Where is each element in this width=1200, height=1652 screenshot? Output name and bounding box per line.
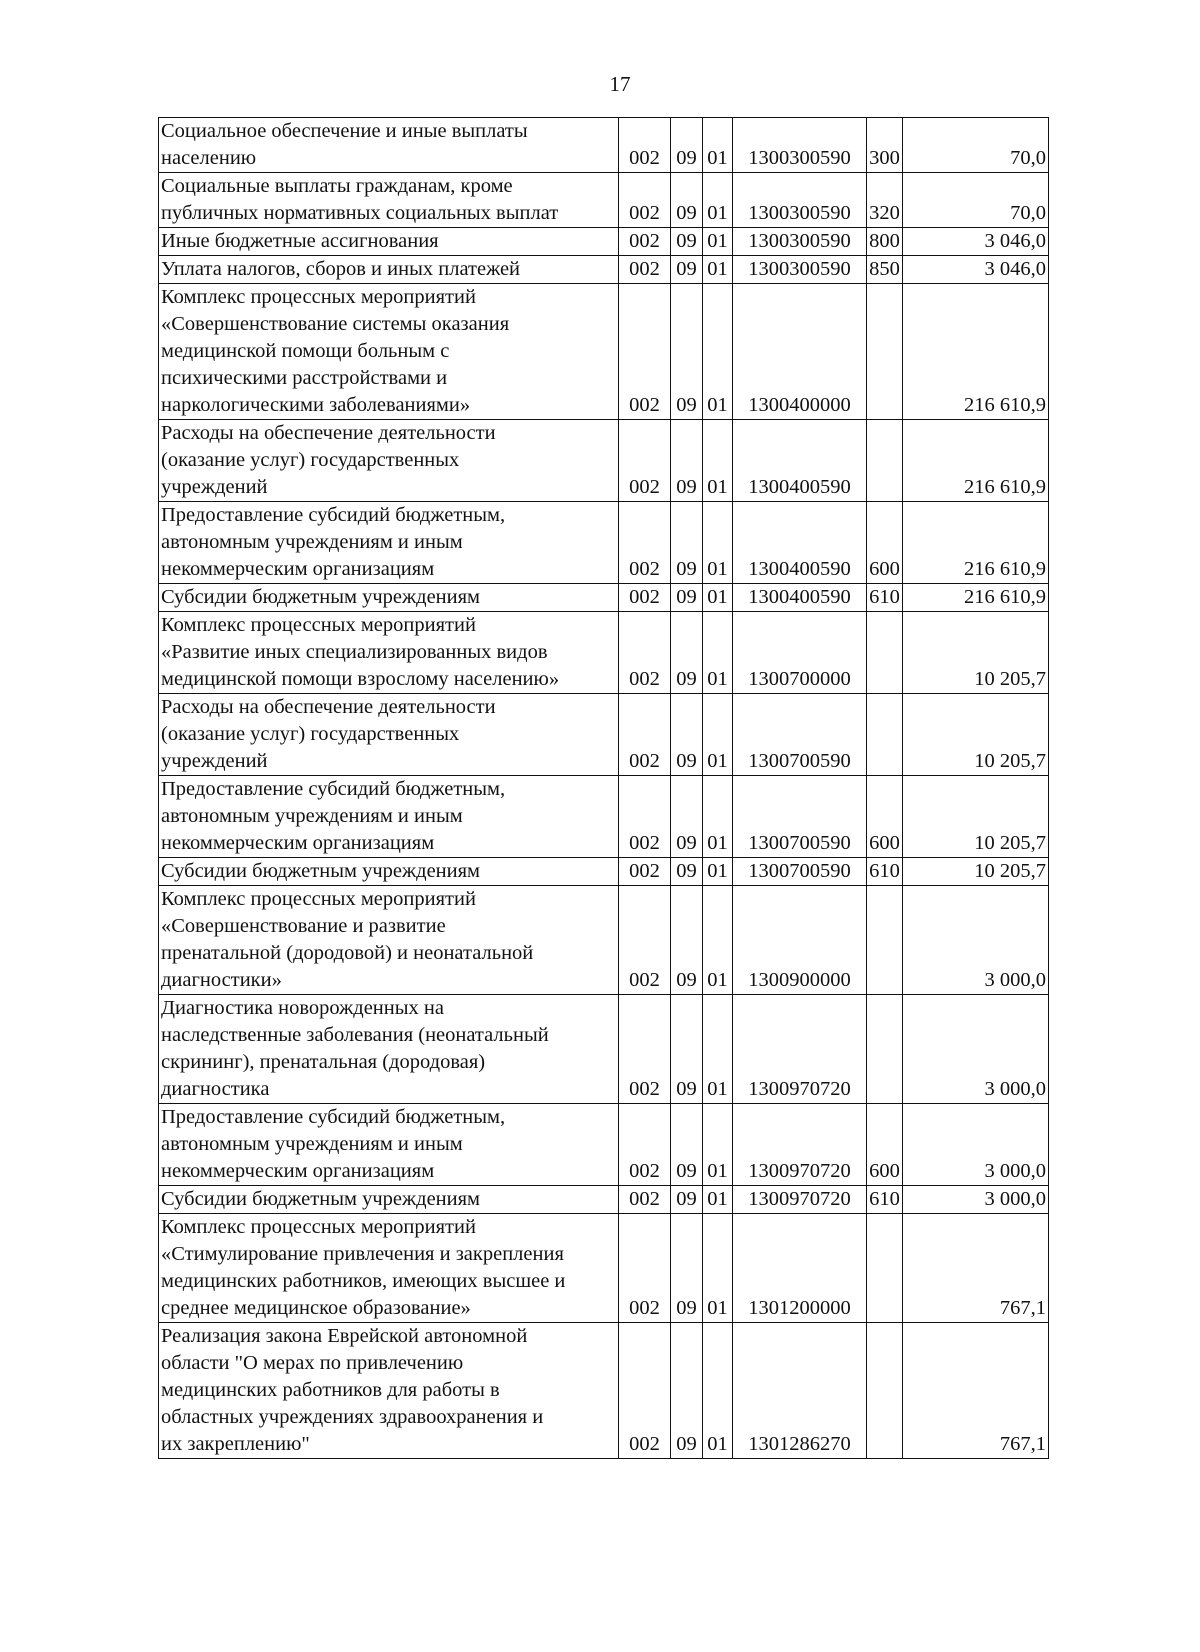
amount-cell: 70,0: [903, 118, 1049, 173]
grbs-code-cell: 002: [619, 173, 671, 228]
section-code-cell: 09: [671, 694, 703, 776]
table-row: [159, 420, 1049, 502]
subsection-code-cell: 01: [703, 1214, 733, 1323]
item-name-cell: [159, 284, 619, 420]
item-name-cell: [159, 1104, 619, 1186]
section-code-cell: 09: [671, 995, 703, 1104]
expense-type-cell: [867, 886, 903, 995]
grbs-code-cell: 002: [619, 612, 671, 694]
item-name-cell: [159, 694, 619, 776]
grbs-code-cell: 002: [619, 1104, 671, 1186]
item-name-cell: [159, 256, 619, 284]
subsection-code-cell: 01: [703, 995, 733, 1104]
item-name-cell: [159, 612, 619, 694]
section-code-cell: 09: [671, 1104, 703, 1186]
amount-cell: 767,1: [903, 1214, 1049, 1323]
item-name-line: Реализация закона Еврейской автономной: [161, 1325, 528, 1347]
amount-cell: 3 000,0: [903, 995, 1049, 1104]
item-name-cell: [159, 858, 619, 886]
subsection-code-cell: 01: [703, 173, 733, 228]
target-article-cell: 1300700590: [733, 694, 867, 776]
expense-type-cell: 610: [867, 858, 903, 886]
target-article-cell: 1300970720: [733, 995, 867, 1104]
item-name-line: (оказание услуг) государственных: [161, 723, 460, 745]
section-code-cell: 09: [671, 502, 703, 584]
item-name-line: Предоставление субсидий бюджетным,: [161, 504, 506, 526]
item-name-line: Комплекс процессных мероприятий: [161, 888, 476, 910]
item-name-line: Расходы на обеспечение деятельности: [161, 696, 496, 718]
table-row: [159, 228, 1049, 256]
grbs-code-cell: 002: [619, 858, 671, 886]
amount-cell: 3 000,0: [903, 1104, 1049, 1186]
item-name-cell: [159, 995, 619, 1104]
item-name-line: некоммерческим организациям: [161, 1160, 435, 1182]
item-name-line: учреждений: [161, 476, 268, 498]
subsection-code-cell: 01: [703, 256, 733, 284]
item-name-line: Диагностика новорожденных на: [161, 997, 444, 1019]
amount-cell: 3 046,0: [903, 228, 1049, 256]
table-row: [159, 858, 1049, 886]
subsection-code-cell: 01: [703, 1104, 733, 1186]
amount-cell: 10 205,7: [903, 776, 1049, 858]
item-name-cell: [159, 502, 619, 584]
section-code-cell: 09: [671, 173, 703, 228]
target-article-cell: 1300700590: [733, 776, 867, 858]
section-code-cell: 09: [671, 420, 703, 502]
item-name-line: диагностики»: [161, 969, 282, 991]
item-name-line: наркологическими заболеваниями»: [161, 394, 471, 416]
amount-cell: 10 205,7: [903, 612, 1049, 694]
grbs-code-cell: 002: [619, 118, 671, 173]
item-name-line: «Совершенствование системы оказания: [161, 313, 510, 335]
expense-type-cell: [867, 694, 903, 776]
section-code-cell: 09: [671, 284, 703, 420]
item-name-line: психическими расстройствами и: [161, 367, 448, 389]
item-name-line: автономным учреждениям и иным: [161, 1133, 463, 1155]
table-row: [159, 118, 1049, 173]
expense-type-cell: 600: [867, 776, 903, 858]
table-row: [159, 256, 1049, 284]
expense-type-cell: [867, 284, 903, 420]
subsection-code-cell: 01: [703, 858, 733, 886]
item-name-line: среднее медицинское образование»: [161, 1297, 471, 1319]
item-name-line: Комплекс процессных мероприятий: [161, 614, 476, 636]
target-article-cell: 1301286270: [733, 1323, 867, 1459]
item-name-line: «Развитие иных специализированных видов: [161, 641, 548, 663]
item-name-line: медицинских работников, имеющих высшее и: [161, 1270, 566, 1292]
section-code-cell: 09: [671, 858, 703, 886]
item-name-line: Предоставление субсидий бюджетным,: [161, 778, 506, 800]
expense-type-cell: 320: [867, 173, 903, 228]
grbs-code-cell: 002: [619, 228, 671, 256]
table-row: [159, 995, 1049, 1104]
item-name-cell: [159, 886, 619, 995]
item-name-line: области "О мерах по привлечению: [161, 1352, 464, 1374]
item-name-line: областных учреждениях здравоохранения и: [161, 1406, 544, 1428]
target-article-cell: 1300900000: [733, 886, 867, 995]
expense-type-cell: [867, 995, 903, 1104]
table-row: [159, 502, 1049, 584]
item-name-line: медицинских работников для работы в: [161, 1379, 500, 1401]
item-name-cell: [159, 776, 619, 858]
target-article-cell: 1300970720: [733, 1104, 867, 1186]
subsection-code-cell: 01: [703, 776, 733, 858]
section-code-cell: 09: [671, 1323, 703, 1459]
table-row: [159, 284, 1049, 420]
item-name-line: некоммерческим организациям: [161, 832, 435, 854]
amount-cell: 767,1: [903, 1323, 1049, 1459]
subsection-code-cell: 01: [703, 118, 733, 173]
item-name-line: Комплекс процессных мероприятий: [161, 286, 476, 308]
expense-type-cell: [867, 1323, 903, 1459]
item-name-line: Социальное обеспечение и иные выплаты: [161, 120, 528, 142]
item-name-line: медицинской помощи больным с: [161, 340, 450, 362]
item-name-line: (оказание услуг) государственных: [161, 449, 460, 471]
item-name-line: диагностика: [161, 1078, 270, 1100]
subsection-code-cell: 01: [703, 420, 733, 502]
expense-type-cell: [867, 612, 903, 694]
target-article-cell: 1300400000: [733, 284, 867, 420]
item-name-cell: [159, 420, 619, 502]
subsection-code-cell: 01: [703, 228, 733, 256]
target-article-cell: 1300400590: [733, 502, 867, 584]
table-row: [159, 886, 1049, 995]
item-name-line: Расходы на обеспечение деятельности: [161, 422, 496, 444]
item-name-line: публичных нормативных социальных выплат: [161, 202, 559, 224]
item-name-line: «Совершенствование и развитие: [161, 915, 446, 937]
table-row: [159, 612, 1049, 694]
grbs-code-cell: 002: [619, 1214, 671, 1323]
target-article-cell: 1300300590: [733, 118, 867, 173]
item-name-line: автономным учреждениям и иным: [161, 805, 463, 827]
grbs-code-cell: 002: [619, 502, 671, 584]
expense-type-cell: 800: [867, 228, 903, 256]
target-article-cell: 1300700000: [733, 612, 867, 694]
grbs-code-cell: 002: [619, 284, 671, 420]
subsection-code-cell: 01: [703, 502, 733, 584]
section-code-cell: 09: [671, 886, 703, 995]
amount-cell: 216 610,9: [903, 420, 1049, 502]
section-code-cell: 09: [671, 228, 703, 256]
target-article-cell: 1300300590: [733, 228, 867, 256]
section-code-cell: 09: [671, 256, 703, 284]
table-row: [159, 1214, 1049, 1323]
item-name-cell: [159, 1214, 619, 1323]
grbs-code-cell: 002: [619, 1323, 671, 1459]
item-name-line: Социальные выплаты гражданам, кроме: [161, 175, 513, 197]
item-name-line: Иные бюджетные ассигнования: [161, 230, 439, 252]
amount-cell: 70,0: [903, 173, 1049, 228]
table-row: [159, 1104, 1049, 1186]
item-name-cell: [159, 1186, 619, 1214]
item-name-line: Субсидии бюджетным учреждениям: [161, 586, 481, 608]
grbs-code-cell: 002: [619, 694, 671, 776]
target-article-cell: 1300400590: [733, 584, 867, 612]
budget-table: [158, 117, 1049, 1459]
section-code-cell: 09: [671, 584, 703, 612]
grbs-code-cell: 002: [619, 776, 671, 858]
target-article-cell: 1300300590: [733, 256, 867, 284]
item-name-cell: [159, 1323, 619, 1459]
expense-type-cell: [867, 420, 903, 502]
subsection-code-cell: 01: [703, 1323, 733, 1459]
item-name-line: скрининг), пренатальная (дородовая): [161, 1051, 486, 1073]
grbs-code-cell: 002: [619, 995, 671, 1104]
section-code-cell: 09: [671, 776, 703, 858]
table-row: [159, 776, 1049, 858]
item-name-line: автономным учреждениям и иным: [161, 531, 463, 553]
subsection-code-cell: 01: [703, 284, 733, 420]
item-name-line: Уплата налогов, сборов и иных платежей: [161, 258, 521, 280]
section-code-cell: 09: [671, 1214, 703, 1323]
amount-cell: 216 610,9: [903, 502, 1049, 584]
subsection-code-cell: 01: [703, 886, 733, 995]
target-article-cell: 1300400590: [733, 420, 867, 502]
table-row: [159, 173, 1049, 228]
item-name-line: пренатальной (дородовой) и неонатальной: [161, 942, 534, 964]
item-name-line: некоммерческим организациям: [161, 558, 435, 580]
item-name-line: Субсидии бюджетным учреждениям: [161, 1188, 481, 1210]
expense-type-cell: 850: [867, 256, 903, 284]
expense-type-cell: 600: [867, 1104, 903, 1186]
amount-cell: 10 205,7: [903, 858, 1049, 886]
target-article-cell: 1300700590: [733, 858, 867, 886]
grbs-code-cell: 002: [619, 1186, 671, 1214]
table-row: [159, 694, 1049, 776]
amount-cell: 10 205,7: [903, 694, 1049, 776]
section-code-cell: 09: [671, 118, 703, 173]
table-row: [159, 1323, 1049, 1459]
expense-type-cell: 610: [867, 584, 903, 612]
expense-type-cell: 600: [867, 502, 903, 584]
amount-cell: 3 000,0: [903, 1186, 1049, 1214]
subsection-code-cell: 01: [703, 612, 733, 694]
item-name-line: учреждений: [161, 750, 268, 772]
budget-rows: [159, 118, 1049, 1459]
item-name-line: Комплекс процессных мероприятий: [161, 1216, 476, 1238]
amount-cell: 3 046,0: [903, 256, 1049, 284]
item-name-line: населению: [161, 147, 257, 169]
grbs-code-cell: 002: [619, 420, 671, 502]
expense-type-cell: 300: [867, 118, 903, 173]
expense-type-cell: 610: [867, 1186, 903, 1214]
item-name-line: наследственные заболевания (неонатальный: [161, 1024, 549, 1046]
item-name-line: их закреплению": [161, 1433, 310, 1455]
target-article-cell: 1300300590: [733, 173, 867, 228]
subsection-code-cell: 01: [703, 584, 733, 612]
target-article-cell: 1301200000: [733, 1214, 867, 1323]
section-code-cell: 09: [671, 1186, 703, 1214]
subsection-code-cell: 01: [703, 1186, 733, 1214]
grbs-code-cell: 002: [619, 584, 671, 612]
item-name-line: медицинской помощи взрослому населению»: [161, 668, 560, 690]
amount-cell: 3 000,0: [903, 886, 1049, 995]
grbs-code-cell: 002: [619, 886, 671, 995]
table-row: [159, 1186, 1049, 1214]
amount-cell: 216 610,9: [903, 584, 1049, 612]
grbs-code-cell: 002: [619, 256, 671, 284]
item-name-line: Предоставление субсидий бюджетным,: [161, 1106, 506, 1128]
item-name-cell: [159, 173, 619, 228]
expense-type-cell: [867, 1214, 903, 1323]
section-code-cell: 09: [671, 612, 703, 694]
page-number: 17: [609, 72, 631, 96]
target-article-cell: 1300970720: [733, 1186, 867, 1214]
amount-cell: 216 610,9: [903, 284, 1049, 420]
item-name-line: Субсидии бюджетным учреждениям: [161, 860, 481, 882]
item-name-cell: [159, 228, 619, 256]
subsection-code-cell: 01: [703, 694, 733, 776]
item-name-cell: [159, 584, 619, 612]
table-row: [159, 584, 1049, 612]
item-name-cell: [159, 118, 619, 173]
item-name-line: «Стимулирование привлечения и закрепления: [161, 1243, 564, 1265]
